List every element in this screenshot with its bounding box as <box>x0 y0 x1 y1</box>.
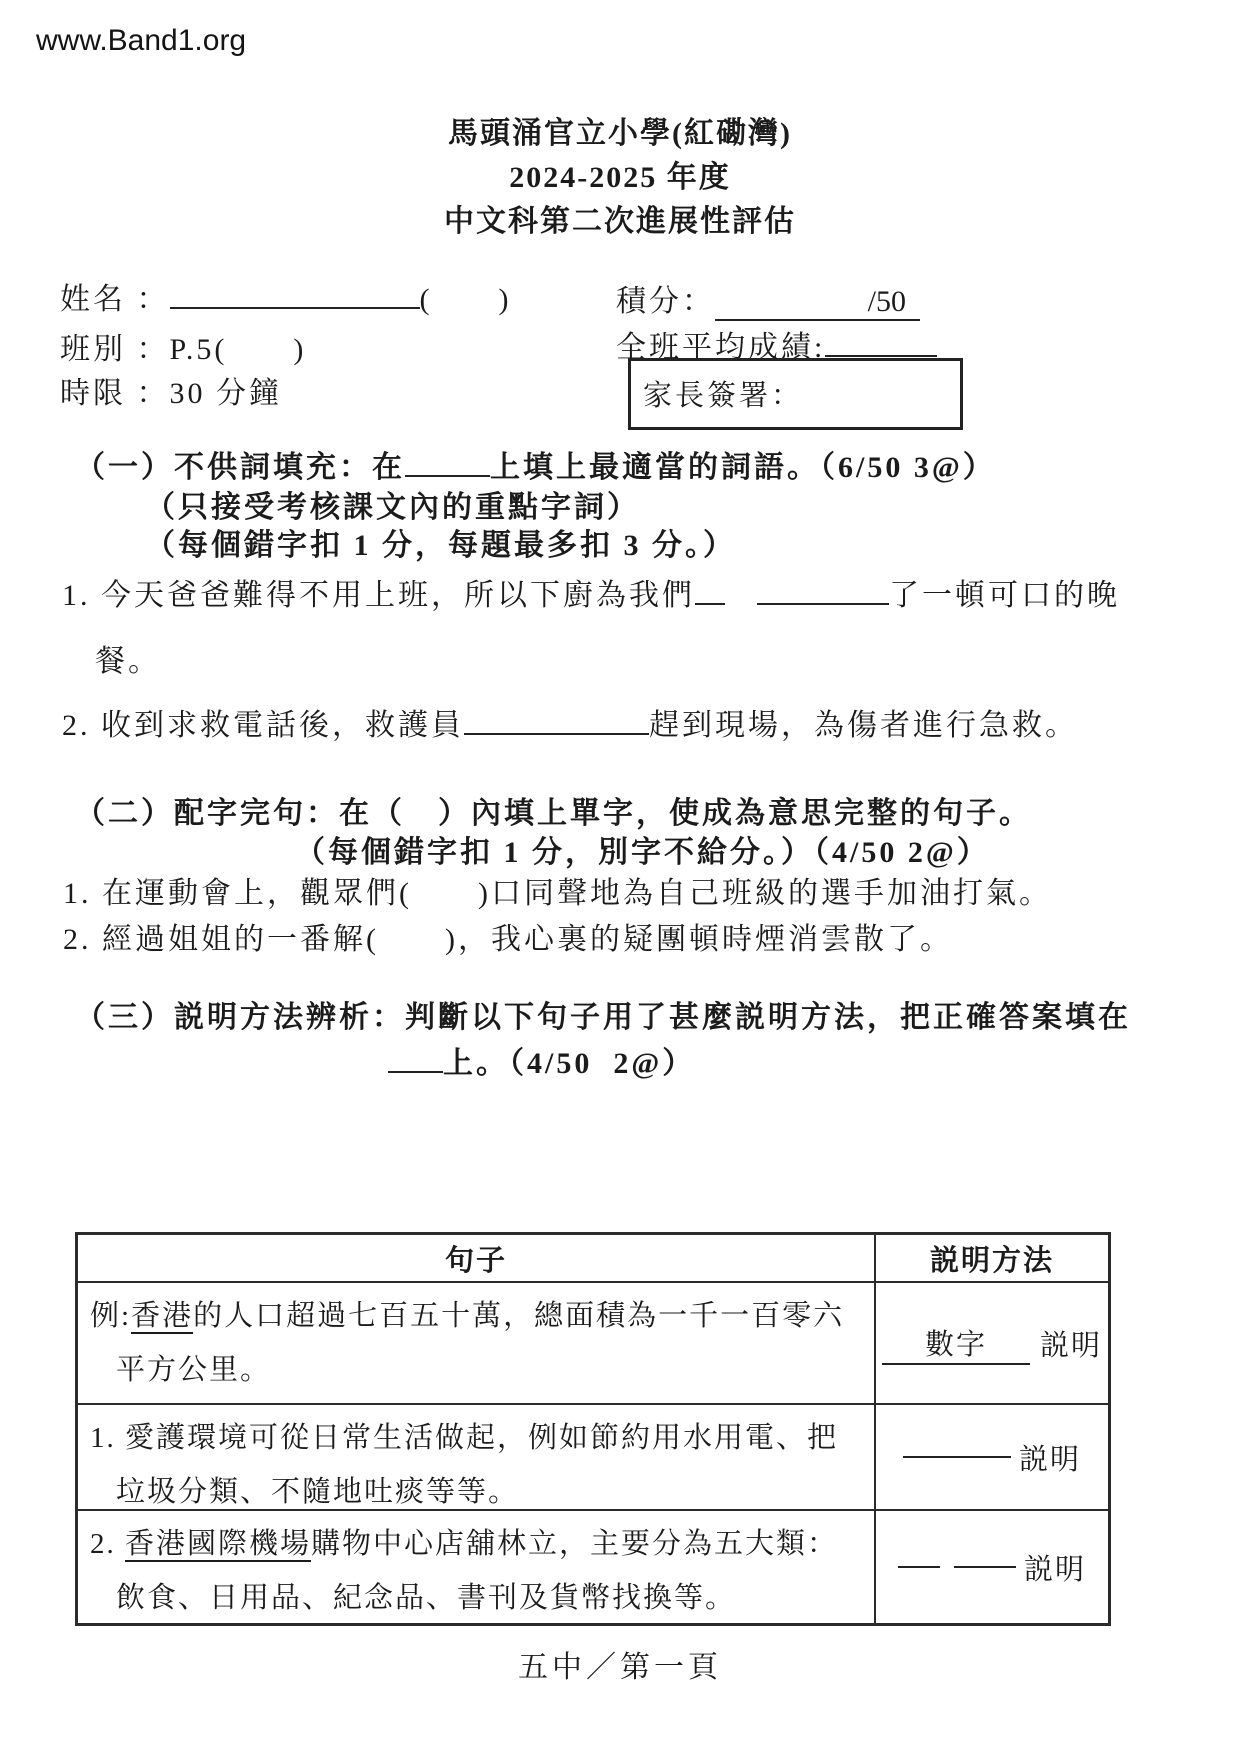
section1-question2-text: 2. 收到求救電話後，救護員 <box>62 709 464 742</box>
row2-line2-text: 飲食、日用品、紀念品、書刊及貨幣找換等。 <box>116 1582 737 1614</box>
section2-question1 <box>63 868 1052 912</box>
table-header-sentence <box>78 1235 876 1283</box>
exam-title: 中文科第二次進展性評估 <box>444 205 796 238</box>
row1-line1 <box>90 1411 864 1465</box>
example-answer-suffix: 説明 <box>1039 1329 1102 1362</box>
site-watermark: www.Band1.org <box>36 24 247 57</box>
example-line2 <box>90 1343 864 1397</box>
section1-question1 <box>62 570 1120 614</box>
section3-heading <box>75 992 1131 1036</box>
section2-note <box>295 827 990 871</box>
name-label: 姓名 ： <box>60 283 170 316</box>
name-blank-line <box>170 307 420 309</box>
class-average-blank-line <box>825 355 937 357</box>
section3-heading-text: （三）説明方法辨析：判斷以下句子用了甚麼説明方法，把正確答案填在 <box>75 1001 1131 1034</box>
class-average-label: 全班平均成績: <box>616 331 826 364</box>
section1-question2-text2: 趕到現場，為傷者進行急救。 <box>649 709 1078 742</box>
class-label: 班別 ： <box>60 333 170 366</box>
row1-line2-text: 垃圾分類、不隨地吐痰等等。 <box>116 1476 520 1508</box>
name-row <box>60 274 511 318</box>
section1-question1-cont-text: 餐。 <box>95 645 161 678</box>
section1-heading-blank <box>405 475 490 477</box>
class-value: P.5( ) <box>169 333 307 366</box>
school-year: 2024-2025 年度 <box>509 161 731 194</box>
section1-question1-text2: 了一頓可口的晚 <box>889 579 1120 612</box>
example-answer-blank <box>882 1322 1030 1365</box>
example-rest: 的人口超過七百五十萬，總面積為一千一百零六 <box>193 1300 845 1332</box>
section2-note-text: （每個錯字扣 1 分，別字不給分。）（4/50 2@） <box>295 836 990 869</box>
school-name: 馬頭涌官立小學(紅磡灣) <box>448 117 792 150</box>
section1-heading-score: 上填上最適當的詞語。（6/50 3@） <box>490 451 996 484</box>
section2-question1-text: 1. 在運動會上，觀眾們( )口同聲地為自己班級的選手加油打氣。 <box>63 877 1052 910</box>
row2-answer-suffix: 説明 <box>1023 1553 1086 1586</box>
section2-heading <box>75 788 1032 832</box>
score-blank-line <box>715 285 920 321</box>
section1-question2 <box>62 700 1078 744</box>
time-limit-value: 30 分鐘 <box>169 377 282 410</box>
page-footer <box>0 1642 1240 1686</box>
table-header-method-label: 説明方法 <box>929 1244 1054 1277</box>
table-row-example-sentence <box>78 1283 876 1405</box>
section2-heading-text: （二）配字完句：在（ ）內填上單字，使成為意思完整的句子。 <box>75 797 1032 830</box>
example-prefix: 例: <box>90 1300 132 1332</box>
score-row <box>616 276 920 321</box>
score-denominator: /50 <box>867 285 906 318</box>
section1-heading <box>75 442 996 486</box>
row1-line1-text: 1. 愛護環境可從日常生活做起，例如節約用水用電、把 <box>90 1422 839 1454</box>
table-row1-answer <box>876 1405 1108 1511</box>
name-number-paren: ( ) <box>419 283 512 316</box>
page-footer-text: 五中／第一頁 <box>518 1651 722 1684</box>
row2-rest: 購物中心店舖林立，主要分為五大類： <box>311 1528 839 1560</box>
row2-answer-blank2 <box>954 1566 1016 1568</box>
section3-heading-score: 上。（4/50 2@） <box>443 1047 696 1080</box>
section2-question2-text: 2. 經過姐姐的一番解( )，我心裏的疑團頓時煙消雲散了。 <box>63 923 953 956</box>
row1-answer-blank <box>903 1456 1011 1458</box>
section1-heading-text: （一）不供詞填充：在 <box>75 451 405 484</box>
table-row1-sentence <box>78 1405 876 1511</box>
example-line2-text: 平方公里。 <box>116 1354 272 1386</box>
section1-note2 <box>145 520 736 564</box>
table-header-method <box>876 1235 1108 1283</box>
time-limit-label: 時限 ： <box>60 377 170 410</box>
table-header-sentence-label: 句子 <box>444 1244 507 1277</box>
section3-heading-blank <box>388 1071 443 1073</box>
row2-prefix: 2. <box>90 1528 125 1560</box>
section1-question1-text: 1. 今天爸爸難得不用上班，所以下廚為我們 <box>62 579 695 612</box>
row2-line2 <box>90 1571 864 1625</box>
example-answer-text: 數字 <box>924 1328 987 1361</box>
example-line1 <box>90 1289 864 1343</box>
score-label: 積分： <box>616 285 715 318</box>
parent-signature-box <box>628 358 963 430</box>
table-row-example-answer <box>876 1283 1108 1405</box>
class-row <box>60 324 306 368</box>
title-block <box>0 112 1240 244</box>
row1-answer-suffix: 説明 <box>1018 1443 1081 1476</box>
section1-note1-text: （只接受考核課文內的重點字詞） <box>145 491 640 524</box>
section3-heading-line2 <box>388 1038 695 1082</box>
analysis-table <box>75 1232 1111 1626</box>
section1-question2-blank <box>464 733 649 735</box>
parent-signature-label: 家長簽署： <box>643 380 804 412</box>
table-row2-sentence <box>78 1511 876 1623</box>
row2-underlined-term: 香港國際機場 <box>125 1528 312 1560</box>
example-underlined-term: 香港 <box>131 1300 194 1332</box>
row2-answer-blank1 <box>898 1566 940 1568</box>
section1-question1-continuation <box>95 636 161 680</box>
row2-line1 <box>90 1517 864 1571</box>
section1-note2-text: （每個錯字扣 1 分，每題最多扣 3 分。） <box>145 529 736 562</box>
table-row2-answer <box>876 1511 1108 1623</box>
section2-question2 <box>63 914 953 958</box>
time-limit-row <box>60 368 282 412</box>
section1-question1-blank2 <box>757 603 889 605</box>
section1-question1-blank1 <box>695 603 725 605</box>
